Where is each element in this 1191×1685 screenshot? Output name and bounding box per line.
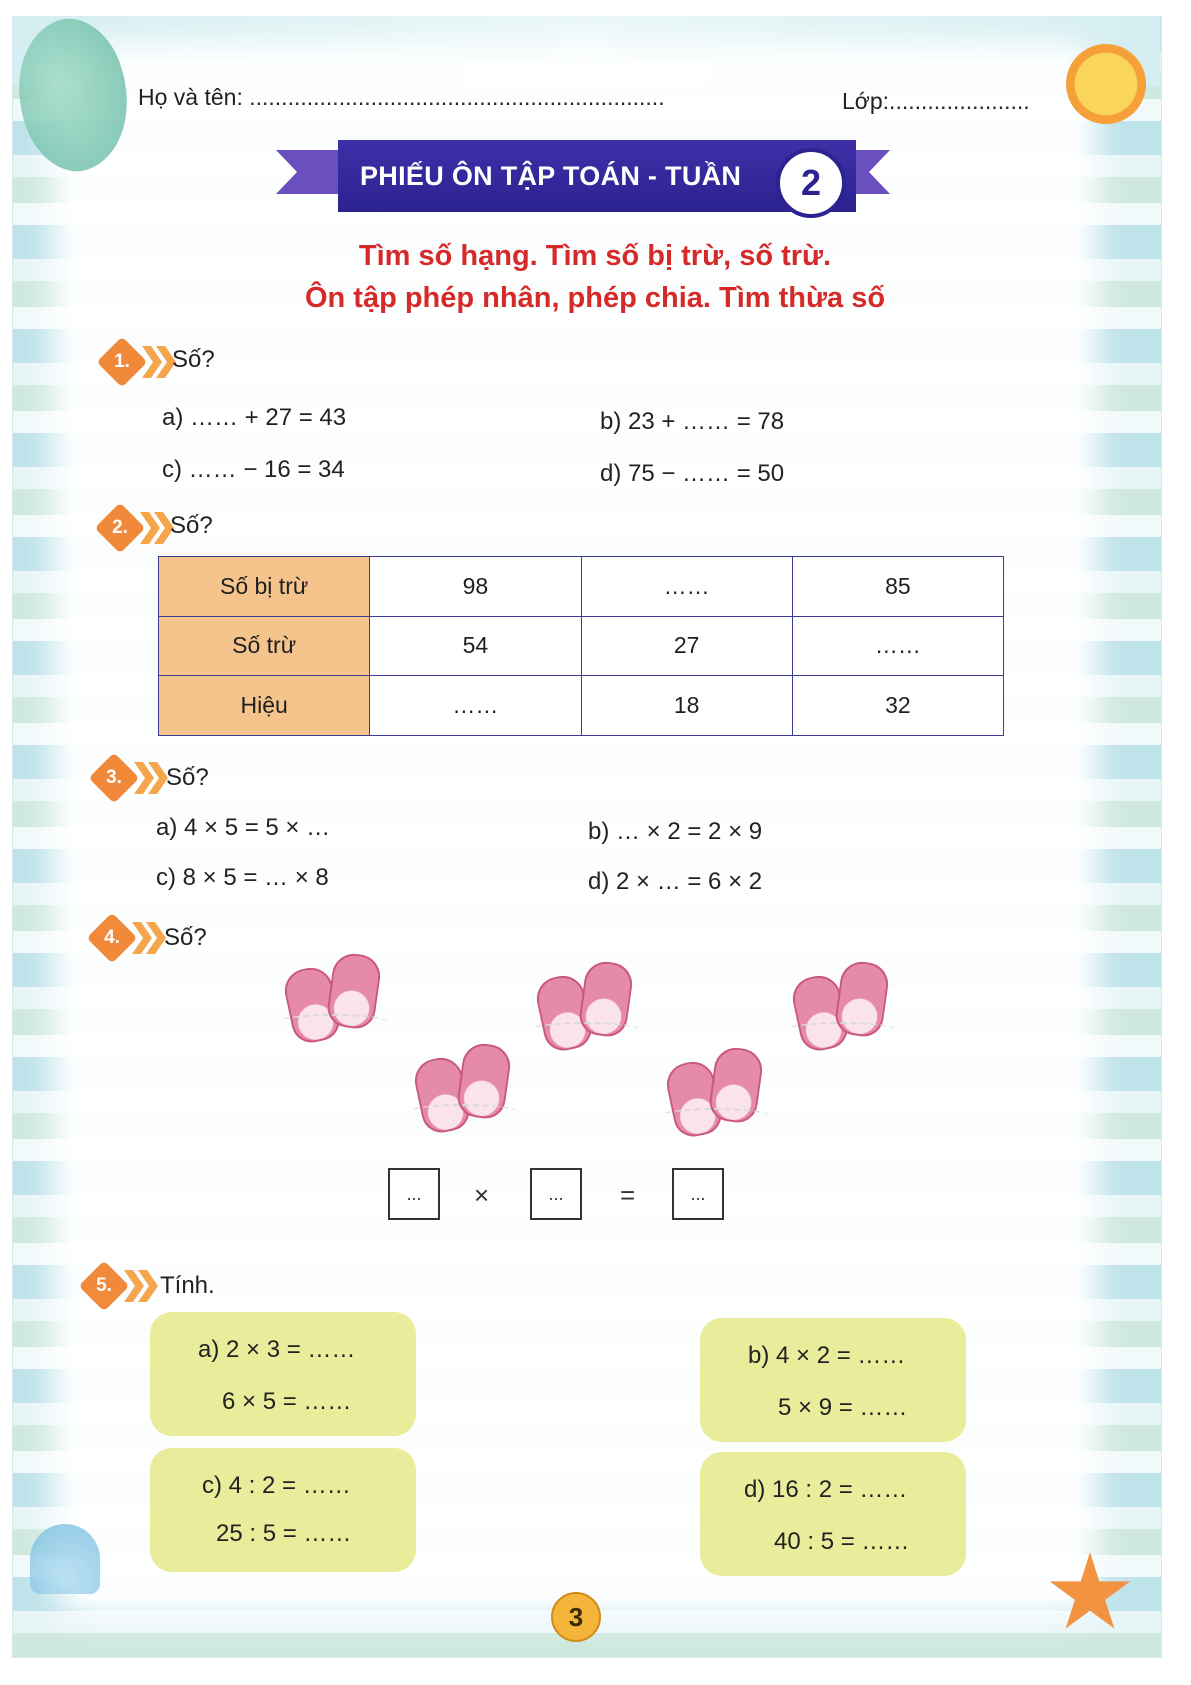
exercise-3-title: Số? xyxy=(166,764,209,791)
card-line-2: 6 × 5 = …… xyxy=(222,1388,352,1415)
exercise-number: 5. xyxy=(96,1275,112,1296)
table-row xyxy=(159,676,1004,736)
card-line-1: a) 2 × 3 = …… xyxy=(198,1336,356,1363)
seashell-decoration-icon xyxy=(30,1524,100,1594)
calculation-card-a xyxy=(150,1312,416,1436)
card-line-2: 40 : 5 = …… xyxy=(774,1528,910,1555)
exercise-3-item-b: b) … × 2 = 2 × 9 xyxy=(588,818,763,845)
exercise-1-item-c: c) …… − 16 = 34 xyxy=(162,456,345,483)
answer-box-1[interactable]: ... xyxy=(388,1168,440,1220)
exercise-5-title: Tính. xyxy=(160,1272,215,1299)
table-row xyxy=(159,557,1004,617)
exercise-3-item-c: c) 8 × 5 = … × 8 xyxy=(156,864,329,891)
exercise-1-item-a: a) …… + 27 = 43 xyxy=(162,404,347,431)
card-line-2: 25 : 5 = …… xyxy=(216,1520,352,1547)
calculation-card-d xyxy=(700,1452,966,1576)
table-cell: 98 xyxy=(370,557,581,617)
exercise-3-item-a: a) 4 × 5 = 5 × … xyxy=(156,814,331,841)
times-sign: × xyxy=(474,1180,490,1210)
exercise-number: 1. xyxy=(114,351,130,372)
table-row-header: Hiệu xyxy=(159,676,370,736)
table-row-header: Số bị trừ xyxy=(159,557,370,617)
pink-shoes-icon xyxy=(530,958,640,1048)
table-cell: 32 xyxy=(792,676,1003,736)
subtraction-table xyxy=(158,556,1004,736)
table-cell: …… xyxy=(370,676,581,736)
card-line-1: c) 4 : 2 = …… xyxy=(202,1472,351,1499)
exercise-4-title: Số? xyxy=(164,924,207,951)
card-line-2: 5 × 9 = …… xyxy=(778,1394,908,1421)
subtitle-line-1: Tìm số hạng. Tìm số bị trừ, số trừ. xyxy=(358,240,832,272)
table-cell: …… xyxy=(792,616,1003,676)
worksheet-title: PHIẾU ÔN TẬP TOÁN - TUẦN xyxy=(360,160,742,191)
card-line-1: d) 16 : 2 = …… xyxy=(744,1476,908,1503)
exercise-3-badge xyxy=(90,758,172,798)
exercise-2-title: Số? xyxy=(170,512,213,539)
table-row xyxy=(159,616,1004,676)
page-number: 3 xyxy=(551,1592,601,1642)
pink-shoes-icon xyxy=(660,1044,770,1134)
exercise-1-item-b: b) 23 + …… = 78 xyxy=(600,408,785,435)
exercise-number: 3. xyxy=(106,767,122,788)
answer-box-2[interactable]: ... xyxy=(530,1168,582,1220)
exercise-3-item-d: d) 2 × … = 6 × 2 xyxy=(588,868,763,895)
table-cell: 18 xyxy=(581,676,792,736)
subtitle-line-2: Ôn tập phép nhân, phép chia. Tìm thừa số xyxy=(304,282,886,314)
exercise-1-badge xyxy=(98,342,180,382)
exercise-1-title: Số? xyxy=(172,346,215,373)
pink-shoes-icon xyxy=(278,950,388,1040)
card-line-1: b) 4 × 2 = …… xyxy=(748,1342,906,1369)
answer-box-3[interactable]: ... xyxy=(672,1168,724,1220)
equals-sign: = xyxy=(620,1180,636,1210)
pink-shoes-icon xyxy=(786,958,896,1048)
exercise-number: 4. xyxy=(104,927,120,948)
table-cell: 85 xyxy=(792,557,1003,617)
class-field-label: Lớp:...................... xyxy=(842,88,1030,114)
name-field-label: Họ và tên: ................................................................. xyxy=(138,84,665,110)
sun-decoration-icon xyxy=(1066,44,1146,124)
exercise-2-badge xyxy=(96,508,178,548)
table-row-header: Số trừ xyxy=(159,616,370,676)
week-number-badge: 2 xyxy=(776,148,846,218)
exercise-4-badge xyxy=(88,918,170,958)
calculation-card-b xyxy=(700,1318,966,1442)
table-cell: …… xyxy=(581,557,792,617)
table-cell: 54 xyxy=(370,616,581,676)
exercise-1-item-d: d) 75 − …… = 50 xyxy=(600,460,785,487)
calculation-card-c xyxy=(150,1448,416,1572)
exercise-number: 2. xyxy=(112,517,128,538)
pink-shoes-icon xyxy=(408,1040,518,1130)
table-cell: 27 xyxy=(581,616,792,676)
exercise-5-badge xyxy=(80,1266,162,1306)
